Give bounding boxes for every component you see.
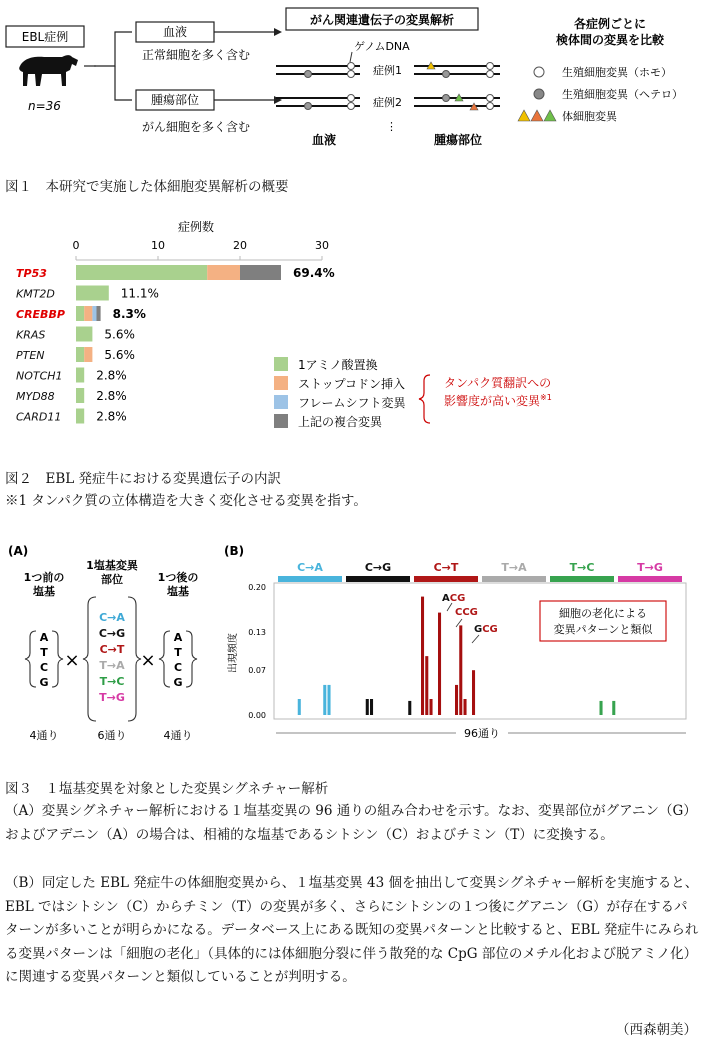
next-bases [173, 631, 182, 689]
category-color-bar [278, 576, 342, 582]
legend-swatch [274, 414, 288, 428]
legend-swatch [274, 357, 288, 371]
bar-segment [84, 347, 92, 362]
percent-label: 5.6% [104, 327, 135, 342]
bracket-note-sup: ※1 [540, 393, 552, 402]
mutation-list [99, 611, 126, 704]
percent-label: 2.8% [96, 368, 127, 383]
col2-line1: 1塩基変異 [86, 559, 138, 572]
gene-label: NOTCH1 [16, 369, 63, 383]
category-color-bar [346, 576, 410, 582]
legend-hetero: 生殖細胞変異（ヘテロ） [562, 88, 683, 101]
caption-2b: ※1 タンパク質の立体構造を大きく変化させる変異を指す。 [5, 493, 367, 509]
signature-bar [472, 670, 475, 715]
percent-label: 11.1% [120, 286, 159, 301]
caption-2a: 図２ EBL 発症牛における変異遺伝子の内訳 [5, 471, 282, 487]
compare-title-2: 検体間の変異を比較 [555, 33, 665, 47]
y-axis-label: 出現頻度 [228, 633, 239, 673]
signature-bar [366, 699, 369, 715]
case1-label: 症例1 [373, 64, 402, 77]
bar-segment [76, 409, 84, 424]
category-color-bar [618, 576, 682, 582]
figure-3-svg [0, 535, 705, 750]
blood-note: 正常細胞を多く含む [142, 48, 251, 62]
legend-label: 上記の複合変異 [298, 415, 383, 429]
legend-homo: 生殖細胞変異（ホモ） [562, 66, 672, 79]
next-base: C [173, 661, 183, 674]
mutation-label: C→A [99, 611, 125, 624]
times-sign-1: × [64, 650, 80, 671]
category-label: C→T [433, 561, 459, 574]
legend-bracket [419, 375, 430, 423]
author: （西森朝美） [616, 1022, 697, 1038]
figure-2-svg [0, 215, 705, 435]
x-tick-labels [73, 239, 330, 260]
legend-label: ストップコドン挿入 [298, 377, 406, 391]
bar-segment [207, 265, 240, 280]
signature-bar [455, 685, 458, 715]
panel-a-label: (A) [8, 544, 29, 558]
x-note: 96通り [464, 727, 500, 740]
count-3: 4通り [163, 729, 193, 742]
blood-label: 血液 [311, 133, 337, 147]
mutation-label: T→A [99, 659, 125, 672]
signature-bar [425, 656, 428, 715]
homo-icon [534, 67, 544, 77]
next-base: G [173, 676, 183, 689]
somatic-icon [518, 110, 556, 121]
count-1: 4通り [29, 729, 59, 742]
percent-label: 8.3% [112, 307, 146, 321]
legend-swatch [274, 376, 288, 390]
col3-line1: 1つ後の [157, 571, 199, 584]
bracket-note-2 [444, 393, 552, 408]
gene-label: CREBBP [16, 308, 65, 321]
case2-label: 症例2 [373, 96, 402, 109]
prev-bases [39, 631, 48, 689]
signature-bar [459, 625, 462, 715]
x-tick-label: 20 [233, 239, 247, 252]
annot-ccg: CCG [455, 607, 478, 618]
category-label: T→C [569, 561, 595, 574]
y-tick-label: 0.00 [248, 711, 266, 720]
signature-bar [328, 685, 331, 715]
prev-base: G [39, 676, 49, 689]
category-label: T→A [501, 561, 527, 574]
analysis-title: がん関連遺伝子の変異解析 [309, 13, 455, 27]
count-2: 6通り [97, 729, 127, 742]
genome-dna-label: ゲノムDNA [354, 40, 410, 53]
prev-base: C [39, 661, 49, 674]
dna-blood [276, 63, 360, 110]
category-color-bar [414, 576, 478, 582]
mutation-label: T→G [99, 691, 125, 704]
bar-segment [76, 368, 84, 383]
legend-label: フレームシフト変異 [298, 396, 406, 410]
gene-label: KMT2D [16, 287, 55, 301]
paragraph-a: （A）変異シグネチャー解析における１塩基変異の 96 通りの組み合わせを示す。なお、変異部位がグアニン（G）およびアデニン（A）の場合は、相補的な塩基であるシトシン（C）およびチミン（T）に変換する。 [5, 803, 697, 843]
prev-base: T [40, 646, 48, 659]
gene-label: MYD88 [16, 390, 55, 403]
category-color-bar [482, 576, 546, 582]
box-line-2: 変異パターンと類似 [553, 623, 653, 636]
next-base: A [173, 631, 183, 644]
bracket-note-1: タンパク質翻訳への [444, 376, 552, 390]
n-label: n=36 [28, 99, 61, 113]
gene-label: PTEN [16, 349, 45, 362]
signature-bar [408, 701, 411, 715]
percent-label: 5.6% [104, 348, 135, 362]
bar-segment [97, 306, 101, 321]
next-base: T [174, 646, 182, 659]
prev-base: A [39, 631, 49, 644]
legend-label: 1アミノ酸置換 [298, 358, 378, 372]
col1-line1: 1つ前の [23, 571, 65, 584]
times-sign-2: × [140, 650, 156, 671]
y-tick-label: 0.13 [248, 627, 266, 637]
signature-bar [464, 699, 467, 715]
bracket-note-2-text: 影響度が高い変異 [444, 394, 541, 408]
mutation-label: C→T [99, 643, 125, 656]
legend-swatch [274, 395, 288, 409]
signature-bar [298, 699, 301, 715]
legend [274, 357, 407, 429]
signature-bar [600, 701, 603, 715]
bar-segment [76, 327, 92, 342]
paragraph-b: （B）同定した EBL 発症牛の体細胞変異から、１塩基変異 43 個を抽出して変異シグネチャー解析を実施すると、EBL ではシトシン（C）からチミン（T）の変異が多く、さらにシトシンの１つ後にグアニン（G）が存在するパターンが多いことが明らかになる。データベース上にある既知の変異パターンと比較すると、EBL 発症牛にみられる変異パターンは「細胞の老化」（具体的には体細胞分裂に伴う散発的な CpG 部位のメチル化および脱アミノ化）に関連する変異パターンと類似していることが判明する。 [5, 875, 699, 985]
signature-bar [612, 701, 615, 715]
percent-label: 2.8% [96, 409, 127, 424]
signature-bar [430, 699, 433, 715]
dna-tumor [414, 62, 500, 110]
x-tick-label: 0 [72, 239, 80, 252]
percent-label: 2.8% [96, 389, 127, 403]
blood-box-label: 血液 [162, 25, 188, 39]
col1-line2: 塩基 [33, 585, 55, 598]
figure-1 [0, 0, 705, 175]
cow-icon [19, 55, 78, 86]
col3-line2: 塩基 [167, 585, 189, 598]
hetero-icon [534, 89, 544, 99]
y-tick-label: 0.07 [248, 666, 266, 676]
x-tick-label: 10 [151, 239, 165, 252]
bar-segment [76, 265, 207, 280]
percent-label: 69.4% [293, 266, 335, 280]
bar-segment [76, 347, 84, 362]
signature-bar [323, 685, 326, 715]
annot-gcg: GCG [474, 624, 498, 635]
figure-3 [0, 535, 705, 750]
category-label: C→A [297, 561, 323, 574]
tumor-note: がん細胞を多く含む [142, 120, 251, 134]
y-tick-label: 0.20 [248, 583, 266, 592]
category-color-bar [550, 576, 614, 582]
x-axis-title: 症例数 [177, 220, 215, 234]
tumor-box-label: 腫瘍部位 [150, 93, 200, 107]
figure-1-svg [0, 0, 705, 175]
annot-acg: ACG [442, 593, 466, 604]
gene-label: TP53 [16, 267, 47, 280]
y-tick-labels [248, 583, 266, 720]
mutation-category-bar [278, 561, 682, 582]
gene-label: KRAS [16, 328, 46, 342]
col2-line2: 部位 [101, 573, 123, 586]
bar-segment [240, 265, 281, 280]
bar-segment [76, 286, 109, 301]
x-tick-label: 30 [315, 239, 329, 252]
caption-1: 図１ 本研究で実施した体細胞変異解析の概要 [5, 179, 289, 195]
tumor-label: 腫瘍部位 [433, 133, 483, 147]
bar-segment [76, 306, 84, 321]
mutation-label: C→G [98, 627, 126, 640]
figure-2 [0, 215, 705, 435]
legend-somatic: 体細胞変異 [562, 110, 617, 123]
compare-title-1: 各症例ごとに [573, 17, 647, 31]
signature-bar [370, 699, 373, 715]
category-label: C→G [364, 561, 392, 574]
signature-bar [421, 597, 424, 715]
gene-label: CARD11 [16, 410, 62, 424]
mutation-label: T→C [99, 675, 125, 688]
ellipsis: ⋮ [386, 120, 397, 133]
ebl-label: EBL症例 [21, 30, 69, 44]
bar-segment [92, 306, 96, 321]
bar-segment [84, 306, 92, 321]
caption-3: 図３ １塩基変異を対象とした変異シグネチャー解析 [5, 781, 329, 797]
category-label: T→G [637, 561, 663, 574]
panel-b-label: (B) [224, 544, 245, 558]
box-line-1: 細胞の老化による [559, 607, 647, 620]
bar-segment [76, 388, 84, 403]
signature-bar [438, 613, 441, 715]
